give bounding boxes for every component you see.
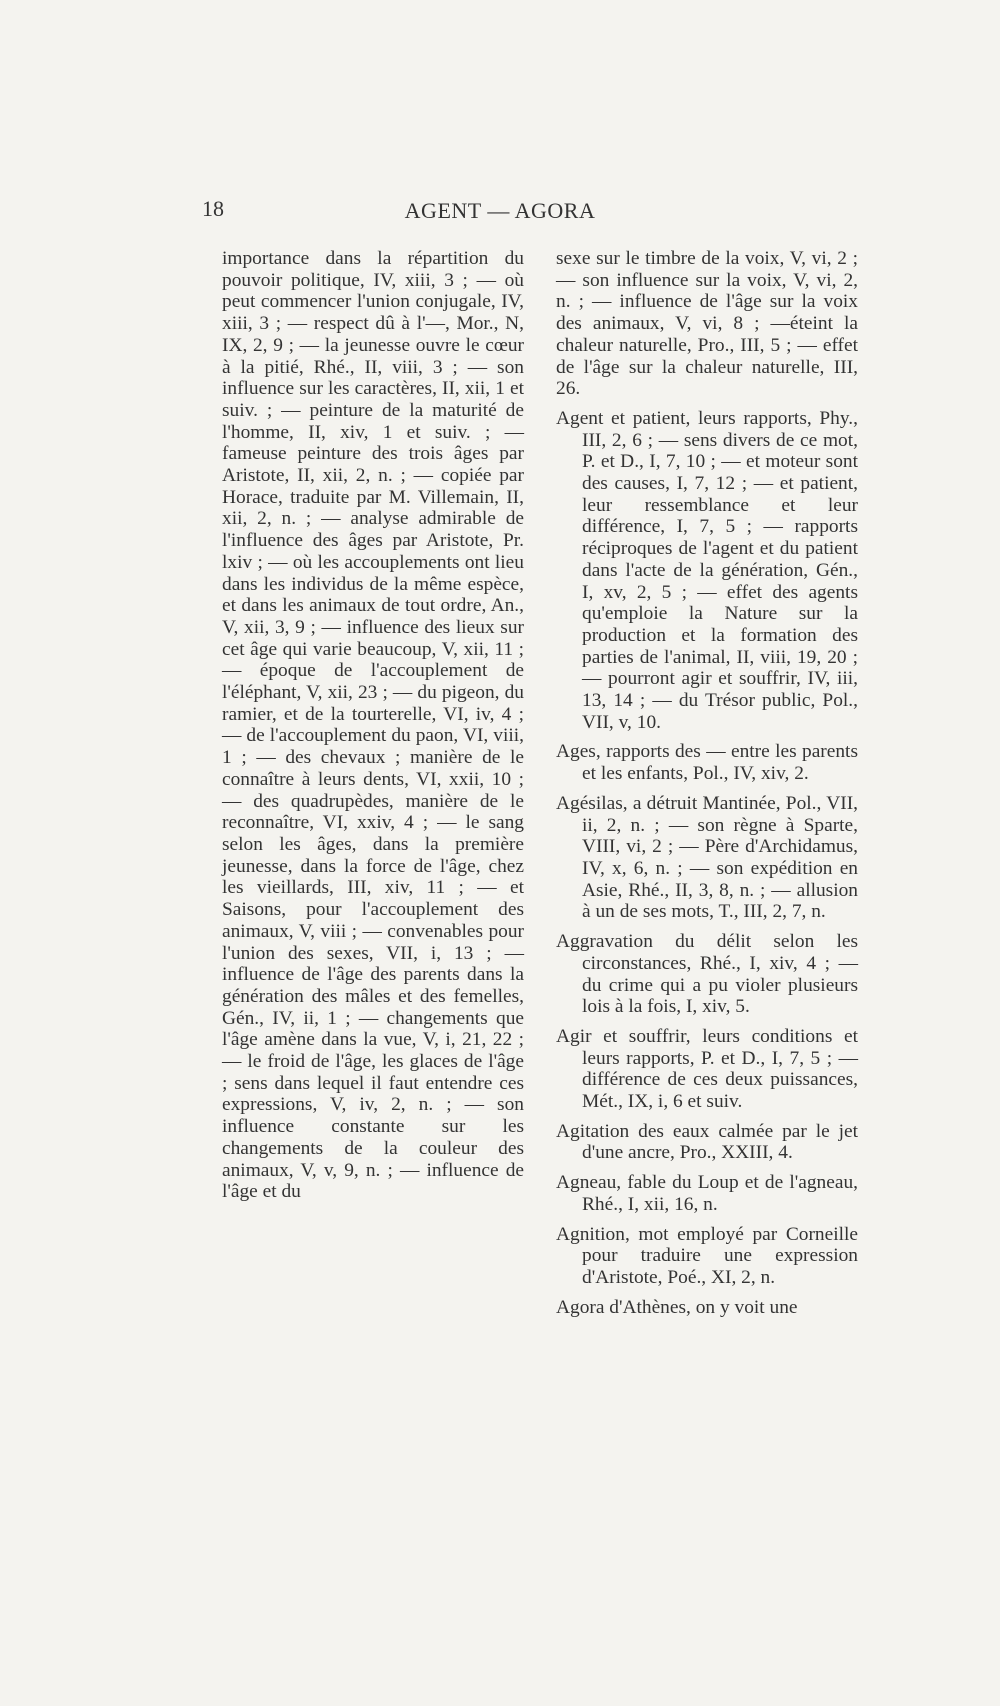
page-number: 18 xyxy=(202,196,224,221)
left-column xyxy=(222,248,524,1211)
right-column xyxy=(556,248,858,1326)
index-entry: Agent et patient, leurs rapports, Phy., III, 2, 6 ; — sens divers de ce mot, P. et D., I, 7, 10 ; — et moteur sont des causes, I, 7, 12 ; — et patient, leur ressemblance et leur différence, I, 7, 5 ; — rapports réciproques de l'agent et du patient dans l'acte de la génération, Gén., I, xv, 2, 5 ; — effet des agents qu'emploie la Nature sur la production et la formation des parties de l'animal, II, viii, 19, 20 ; — pourront agir et souffrir, IV, iii, 13, 14 ; — du Trésor public, Pol., VII, v, 10. xyxy=(556,407,858,733)
index-entry: Ages, rapports des — entre les parents et les enfants, Pol., IV, xiv, 2. xyxy=(556,741,858,785)
index-entry: Agésilas, a détruit Mantinée, Pol., VII, ii, 2, n. ; — son règne à Sparte, VIII, vi, 2 ; — Père d'Archidamus, IV, x, 6, n. ; — son expédition en Asie, Rhé., II, 3, 8, n. ; — allusion à un de ses mots, T., III, 2, 7, n. xyxy=(556,792,858,923)
index-entry: Agnition, mot employé par Corneille pour traduire une expression d'Aristote, Poé., XI, 2, n. xyxy=(556,1223,858,1288)
index-entry: Agneau, fable du Loup et de l'agneau, Rhé., I, xii, 16, n. xyxy=(556,1172,858,1215)
index-entry: Agitation des eaux calmée par le jet d'une ancre, Pro., XXIII, 4. xyxy=(556,1120,858,1164)
index-entry: Agir et souffrir, leurs conditions et leurs rapports, P. et D., I, 7, 5 ; — différence de ces deux puissances, Mét., IX, i, 6 et suiv. xyxy=(556,1025,858,1113)
running-head: AGENT — AGORA xyxy=(404,198,596,223)
index-entry: Aggravation du délit selon les circonstances, Rhé., I, xiv, 4 ; — du crime qui a pu violer plusieurs lois à la fois, I, xiv, 5. xyxy=(556,931,858,1018)
index-entry: Agora d'Athènes, on y voit une xyxy=(556,1296,798,1318)
index-entry: sexe sur le timbre de la voix, V, vi, 2 ; — son influence sur la voix, V, vi, 2, n. ; — influence de l'âge sur la voix des animaux, V, vi, 8 ; —éteint la chaleur naturelle, Pro., III, 5 ; — effet de l'âge sur la chaleur naturelle, III, 26. xyxy=(556,248,858,400)
index-entry: importance dans la répartition du pouvoir politique, IV, xiii, 3 ; — où peut commencer l'union conjugale, IV, xiii, 3 ; — respect dû à l'—, Mor., N, IX, 2, 9 ; — la jeunesse ouvre le cœur à la pitié, Rhé., II, viii, 3 ; — son influence sur les caractères, II, xii, 1 et suiv. ; — peinture de la maturité de l'homme, II, xiv, 1 et suiv. ; — fameuse peinture des trois âges par Aristote, II, xii, 2, n. ; — copiée par Horace, traduite par M. Villemain, II, xii, 2, n. ; — analyse admirable de l'influence des âges par Aristote, Pr. lxiv ; — où les accouplements ont lieu dans les individus de la même espèce, et dans les animaux de tout ordre, An., V, xii, 3, 9 ; — influence des lieux sur cet âge qui varie beaucoup, V, xii, 11 ; — époque de l'accouplement de l'éléphant, V, xii, 23 ; — du pigeon, du ramier, et de la tourterelle, VI, iv, 4 ; — de l'accouplement du paon, VI, viii, 1 ; — des chevaux ; manière de le connaître à leurs dents, VI, xxii, 10 ; — des quadrupèdes, manière de le reconnaître, VI, xxiv, 4 ; — le sang selon les âges, dans la première jeunesse, dans la force de l'âge, chez les vieillards, III, xiv, 11 ; — et Saisons, pour l'accouplement des animaux, V, viii ; — convenables pour l'union des sexes, VII, i, 13 ; — influence de l'âge des parents dans la génération des mâles et des femelles, Gén., IV, ii, 1 ; — changements que l'âge amène dans la vue, V, i, 21, 22 ; — le froid de l'âge, les glaces de l'âge ; sens dans lequel il faut entendre ces expressions, V, iv, 2, n. ; — son influence constante sur les changements de la couleur des animaux, V, v, 9, n. ; — influence de l'âge et du xyxy=(222,248,524,1203)
